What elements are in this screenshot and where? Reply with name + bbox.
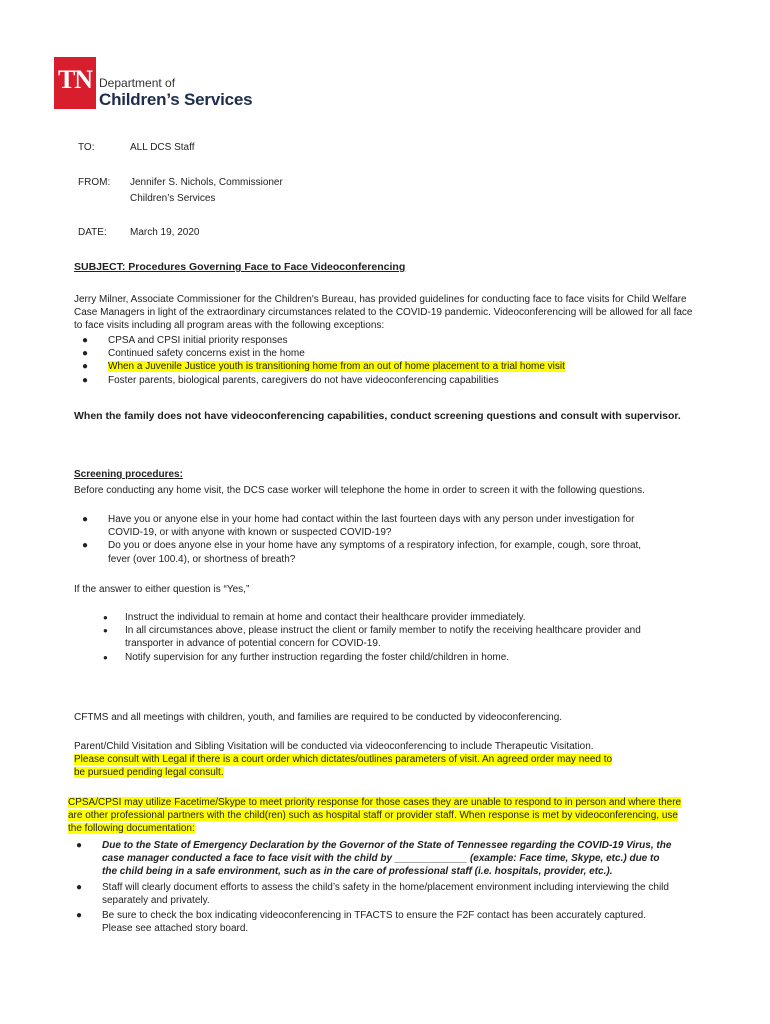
list-item: ● When a Juvenile Justice youth is transitioning home from an out of home placement to a trial home visit <box>82 361 565 373</box>
if-yes-text: If the answer to either question is “Yes,” <box>74 584 250 595</box>
family-note: When the family does not have videoconferencing capabilities, conduct screening questions and consult with supervisor. <box>74 410 681 422</box>
list-item: ● Notify supervision for any further instruction regarding the foster child/children in home. <box>103 651 510 663</box>
exceptions-list <box>82 334 682 387</box>
documentation-list <box>76 839 676 935</box>
dcs-logo <box>54 57 252 109</box>
cftm-paragraph: CFTMS and all meetings with children, youth, and families are required to be conducted by videoconferencing. <box>74 712 563 723</box>
legal-consult-highlight: Please consult with Legal if there is a court order which dictates/outlines parameters of visit. An agreed order may need to be pursued pending legal consult. <box>74 754 613 779</box>
screening-heading: Screening procedures: <box>74 469 183 480</box>
list-item: ● Be sure to check the box indicating videoconferencing in TFACTS to ensure the F2F contact has been accurately captured. Please see attached story board. <box>76 910 647 935</box>
subject-line: SUBJECT: Procedures Governing Face to Face Videoconferencing <box>74 261 406 273</box>
list-item: ● Foster parents, biological parents, caregivers do not have videoconferencing capabilities <box>82 374 499 386</box>
list-item: ● Continued safety concerns exist in the home <box>82 348 305 360</box>
highlighted-exception: When a Juvenile Justice youth is transitioning home from an out of home placement to a trial home visit <box>108 361 565 373</box>
visitation-paragraph: Parent/Child Visitation and Sibling Visitation will be conducted via videoconferencing to include Therapeutic Visitation. Please consult with Legal if there is a court order which dictates/outlines parameters of visit. An agreed order may need to be pursued pending legal consult. <box>74 741 613 779</box>
list-item: ● Do you or does anyone else in your home have any symptoms of a respiratory infection, for example, cough, sore throat, fever (over 100.4), or shortness of breath? <box>82 540 642 565</box>
logo-department-text: Department of <box>99 76 176 90</box>
yes-actions-list <box>103 611 673 664</box>
from-value <box>130 175 283 207</box>
from-department: Children’s Services <box>130 193 216 204</box>
list-item: ● Have you or anyone else in your home had contact within the last fourteen days with any person under investigation for COVID-19, or with anyone with known or suspected COVID-19? <box>82 514 635 539</box>
screening-intro: Before conducting any home visit, the DCS case worker will telephone the home in order to screen it with the following questions. <box>74 485 645 496</box>
date-label: DATE: <box>78 227 107 238</box>
cpsa-paragraph: CPSA/CPSI may utilize Facetime/Skype to meet priority response for those cases they are unable to respond to in person and where there are other professional partners with the child(ren) such as hospital staff or provider staff. When response is met by videoconferencing, use the following documentation: <box>68 797 682 835</box>
list-item: ● CPSA and CPSI initial priority responses <box>82 335 288 346</box>
to-value: ALL DCS Staff <box>130 142 195 153</box>
list-item: ● In all circumstances above, please instruct the client or family member to notify the receiving healthcare provider and transporter in advance of potential concern for COVID-19. <box>103 625 641 650</box>
logo-agency-name: Children’s Services <box>99 90 253 109</box>
tn-logo-mark: TN <box>54 57 96 109</box>
from-name: Jennifer S. Nichols, Commissioner <box>130 177 283 188</box>
list-item: ● Instruct the individual to remain at home and contact their healthcare provider immediately. <box>103 612 526 623</box>
list-item: ● Staff will clearly document efforts to assess the child’s safety in the home/placement environment including interviewing the child separately and privately. <box>76 881 669 906</box>
screening-questions-list <box>82 513 662 566</box>
intro-paragraph: Jerry Milner, Associate Commissioner for the Children's Bureau, has provided guidelines for conducting face to face visits for Child Welfare Case Managers in light of the extraordinary circumstances related to the COVID-19 pandemic. Videoconferencing will be allowed for all face to face visits including all program areas with the following exceptions: <box>74 294 693 332</box>
from-label: FROM: <box>78 177 111 188</box>
to-label: TO: <box>78 142 95 153</box>
date-value: March 19, 2020 <box>130 227 200 238</box>
list-item: ● Due to the State of Emergency Declaration by the Governor of the State of Tennessee regarding the COVID-19 Virus, the case manager conducted a face to face visit with the child by _____________ (example: Face time, Skype, etc.) due to the child being in a safe environment, such as in the care of professional staff (i.e. hospitals, provider, etc.). <box>76 840 672 878</box>
